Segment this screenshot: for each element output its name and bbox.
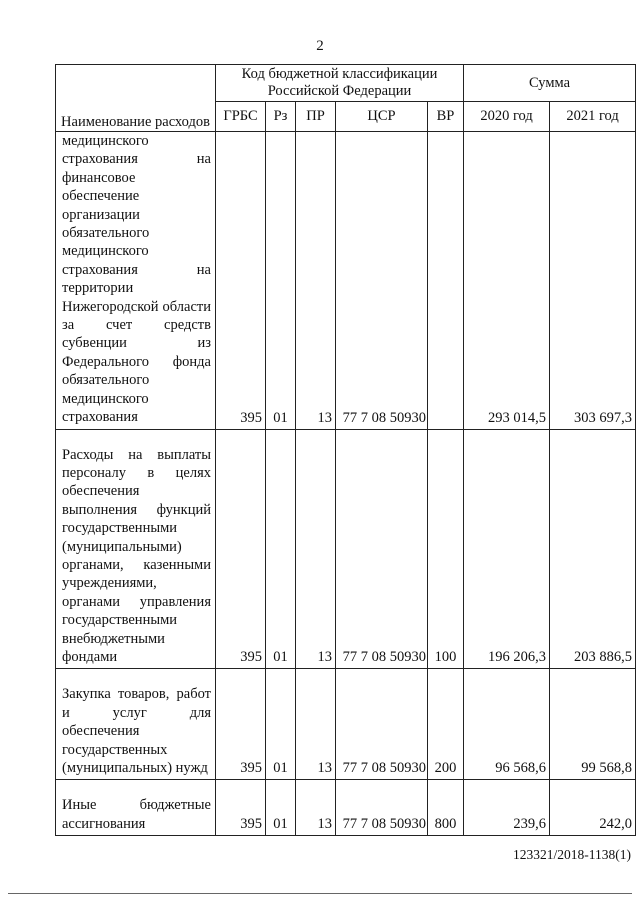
row-pr: 13 [296, 132, 336, 430]
row-vr: 100 [428, 429, 464, 669]
table-row [56, 669, 636, 780]
page-number: 2 [316, 38, 324, 54]
row-rz: 01 [266, 429, 296, 669]
row-pr: 13 [296, 780, 336, 836]
document-id: 123321/2018-1138(1) [513, 847, 631, 862]
row-2020: 196 206,3 [464, 429, 550, 669]
row-rz: 01 [266, 780, 296, 836]
header-row-top [56, 65, 636, 102]
header-grbs: ГРБС [216, 102, 266, 132]
row-name: медицинского страхования на финансовое обеспечение организации обязательного медицинского страхования на территории Нижегородской области за счет средств субвенции из Федерального фонда обязательного медицинского страхования [56, 132, 216, 430]
row-grbs: 395 [216, 132, 266, 430]
row-csr: 77 7 08 50930 [336, 132, 428, 430]
row-name: Расходы на выплаты персоналу в целях обеспечения выполнения функций государственными (муниципальными) органами, казенными учреждениями, органами управления государственными внебюджетными фондами [56, 429, 216, 669]
bottom-divider [8, 893, 632, 894]
header-name: Наименование расходов [56, 65, 216, 132]
header-csr: ЦСР [336, 102, 428, 132]
table-row [56, 132, 636, 430]
row-2020: 239,6 [464, 780, 550, 836]
row-grbs: 395 [216, 669, 266, 780]
row-2021: 203 886,5 [550, 429, 636, 669]
header-2021: 2021 год [550, 102, 636, 132]
header-sum-group: Сумма [464, 65, 636, 102]
header-rz: Рз [266, 102, 296, 132]
table-row [56, 780, 636, 836]
row-csr: 77 7 08 50930 [336, 780, 428, 836]
row-2021: 242,0 [550, 780, 636, 836]
header-pr: ПР [296, 102, 336, 132]
row-2020: 96 568,6 [464, 669, 550, 780]
row-2021: 99 568,8 [550, 669, 636, 780]
row-vr [428, 132, 464, 430]
row-rz: 01 [266, 132, 296, 430]
row-name: Иные бюджетные ассигнования [56, 780, 216, 836]
row-csr: 77 7 08 50930 [336, 429, 428, 669]
row-grbs: 395 [216, 429, 266, 669]
row-vr: 200 [428, 669, 464, 780]
row-2021: 303 697,3 [550, 132, 636, 430]
row-rz: 01 [266, 669, 296, 780]
table-row [56, 429, 636, 669]
budget-table [55, 64, 636, 836]
row-name: Закупка товаров, работ и услуг для обеспечения государственных (муниципальных) нужд [56, 669, 216, 780]
header-vr: ВР [428, 102, 464, 132]
row-pr: 13 [296, 429, 336, 669]
header-code-group: Код бюджетной классификации Российской Федерации [216, 65, 464, 102]
row-vr: 800 [428, 780, 464, 836]
row-grbs: 395 [216, 780, 266, 836]
row-2020: 293 014,5 [464, 132, 550, 430]
row-pr: 13 [296, 669, 336, 780]
row-csr: 77 7 08 50930 [336, 669, 428, 780]
header-2020: 2020 год [464, 102, 550, 132]
